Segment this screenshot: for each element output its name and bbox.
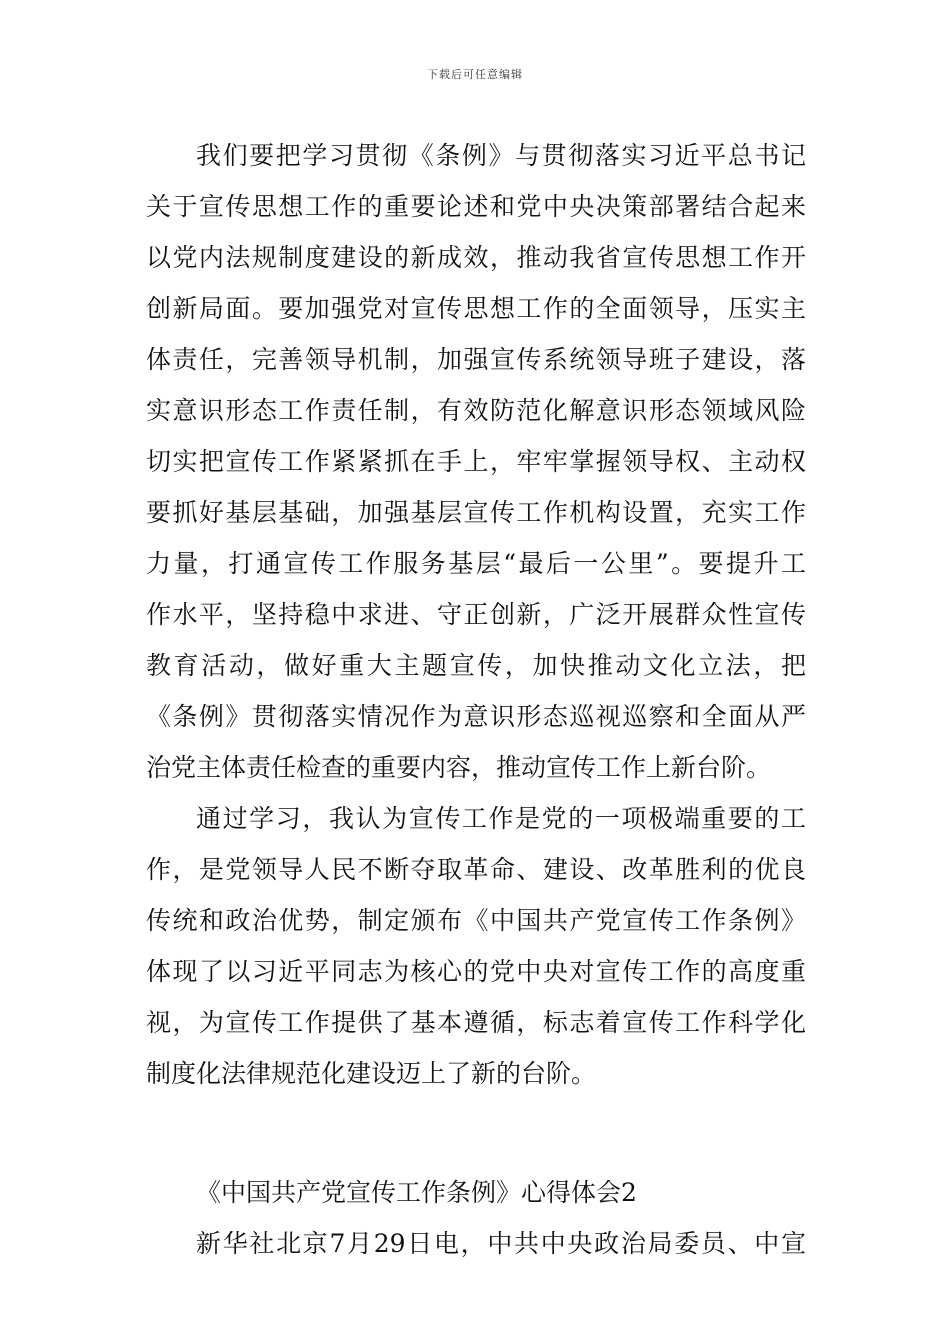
paragraph-line: 治党主体责任检查的重要内容，推动宣传工作上新台阶。 <box>146 753 772 782</box>
paragraph-line: 视，为宣传工作提供了基本遵循，标志着宣传工作科学化 <box>146 1008 806 1037</box>
document-body <box>146 130 806 1269</box>
paragraph-1 <box>146 130 806 793</box>
blank-line <box>146 1099 806 1150</box>
paragraph-line: 我们要把学习贯彻《条例》与贯彻落实习近平总书记 <box>196 141 806 170</box>
paragraph-line: 教育活动，做好重大主题宣传，加快推动文化立法，把 <box>146 651 806 680</box>
paragraph-line: 作水平，坚持稳中求进、守正创新，广泛开展群众性宣传 <box>146 600 806 629</box>
paragraph-line: 以党内法规制度建设的新成效，推动我省宣传思想工作开 <box>146 243 806 272</box>
paragraph-line: 体责任，完善领导机制，加强宣传系统领导班子建设，落 <box>146 345 806 374</box>
paragraph-line: 关于宣传思想工作的重要论述和党中央决策部署结合起来 <box>146 192 806 221</box>
paragraph-line: 《条例》贯彻落实情况作为意识形态巡视巡察和全面从严 <box>146 702 806 731</box>
paragraph-line: 传统和政治优势，制定颁布《中国共产党宣传工作条例》 <box>146 906 806 935</box>
paragraph-line: 力量，打通宣传工作服务基层“最后一公里”。要提升工 <box>146 549 806 578</box>
section-heading: 《中国共产党宣传工作条例》心得体会2 <box>196 1178 637 1207</box>
paragraph-line: 创新局面。要加强党对宣传思想工作的全面领导，压实主 <box>146 294 806 323</box>
paragraph-line: 实意识形态工作责任制，有效防范化解意识形态领域风险 <box>146 396 806 425</box>
paragraph-line: 作，是党领导人民不断夺取革命、建设、改革胜利的优良 <box>146 855 806 884</box>
paragraph-line: 切实把宣传工作紧紧抓在手上，牢牢掌握领导权、主动权 <box>146 447 806 476</box>
paragraph-line: 要抓好基层基础，加强基层宣传工作机构设置，充实工作 <box>146 498 806 527</box>
paragraph-line: 体现了以习近平同志为核心的党中央对宣传工作的高度重 <box>146 957 806 986</box>
paragraph-line: 制度化法律规范化建设迈上了新的台阶。 <box>146 1059 597 1088</box>
page-header-note: 下载后可任意编辑 <box>427 68 523 81</box>
paragraph-line: 通过学习，我认为宣传工作是党的一项极端重要的工 <box>196 804 806 833</box>
paragraph-2 <box>146 793 806 1099</box>
paragraph-3-line: 新华社北京7月29日电，中共中央政治局委员、中宣 <box>196 1229 806 1258</box>
